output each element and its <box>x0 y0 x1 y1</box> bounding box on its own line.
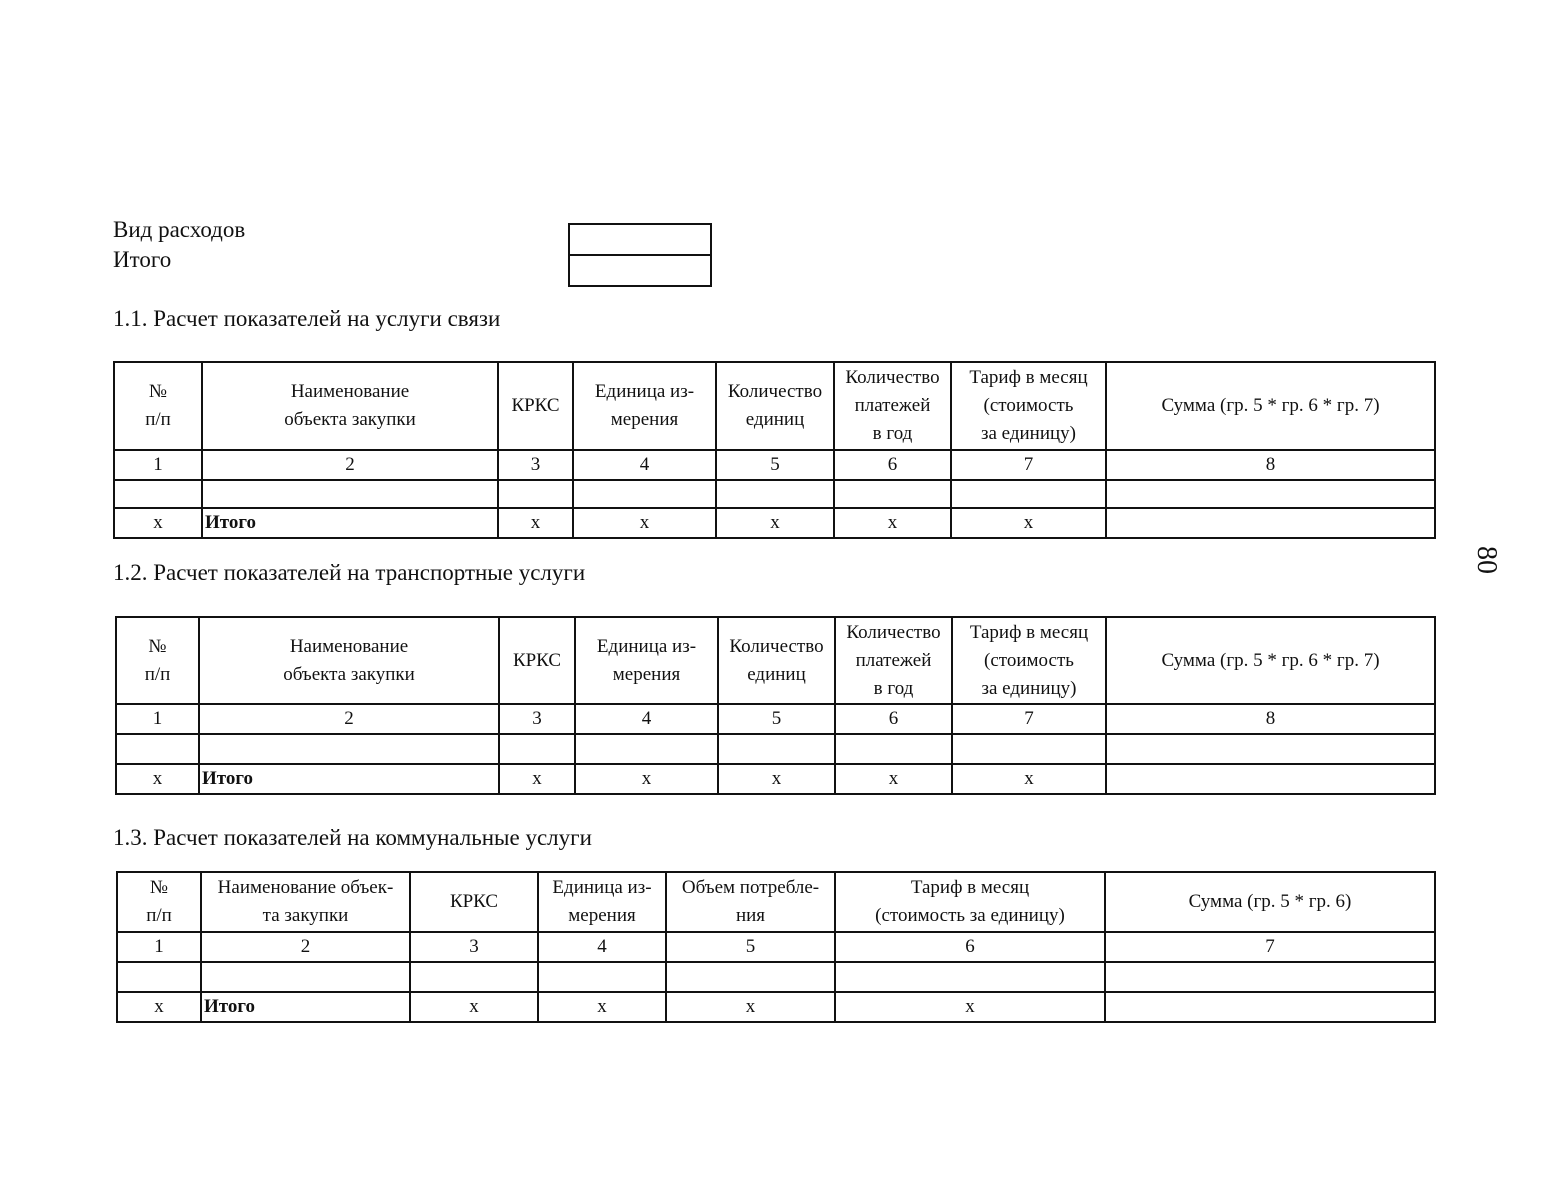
total-box <box>570 254 710 285</box>
header-cell: Наименование объек- та закупки <box>201 872 410 932</box>
header-cell: Количество единиц <box>716 362 834 450</box>
total-cell: x <box>718 764 835 794</box>
total-cell: x <box>835 764 952 794</box>
column-number-cell: 1 <box>117 932 201 962</box>
total-cell: x <box>716 508 834 538</box>
table-cell <box>835 962 1105 992</box>
table-communication <box>113 361 1436 539</box>
total-label: Итого <box>113 247 172 272</box>
table-cell <box>716 480 834 508</box>
total-cell: x <box>498 508 573 538</box>
table-cell <box>498 480 573 508</box>
header-cell: Тариф в месяц (стоимость за единицу) <box>835 872 1105 932</box>
table-cell <box>834 480 951 508</box>
total-cell: x <box>499 764 575 794</box>
column-number-cell: 4 <box>573 450 716 480</box>
column-number-cell: 3 <box>499 704 575 734</box>
section-title-utilities: 1.3. Расчет показателей на коммунальные услуги <box>113 825 592 850</box>
header-row <box>114 362 1435 450</box>
column-number-cell: 3 <box>410 932 538 962</box>
column-number-cell: 6 <box>835 932 1105 962</box>
column-number-cell: 6 <box>834 450 951 480</box>
header-cell: КРКС <box>410 872 538 932</box>
total-cell: x <box>834 508 951 538</box>
column-number-cell: 2 <box>201 932 410 962</box>
table-cell <box>1106 734 1435 764</box>
column-number-cell: 5 <box>716 450 834 480</box>
column-number-cell: 5 <box>718 704 835 734</box>
header-cell: Количество единиц <box>718 617 835 704</box>
header-cell: № п/п <box>117 872 201 932</box>
header-cell: Наименование объекта закупки <box>199 617 499 704</box>
table-cell <box>499 734 575 764</box>
table-cell <box>666 962 835 992</box>
column-number-cell: 7 <box>952 704 1106 734</box>
column-number-cell: 8 <box>1106 704 1435 734</box>
header-cell: Количество платежей в год <box>834 362 951 450</box>
table-cell <box>1105 962 1435 992</box>
header-value-boxes <box>568 223 712 287</box>
column-number-row <box>116 704 1435 734</box>
empty-row <box>116 734 1435 764</box>
column-number-cell: 1 <box>116 704 199 734</box>
column-number-row <box>117 932 1435 962</box>
header-cell: Количество платежей в год <box>835 617 952 704</box>
column-number-cell: 2 <box>199 704 499 734</box>
header-cell: № п/п <box>116 617 199 704</box>
total-row <box>114 508 1435 538</box>
total-cell: x <box>116 764 199 794</box>
header-cell: Сумма (гр. 5 * гр. 6 * гр. 7) <box>1106 362 1435 450</box>
table-cell <box>410 962 538 992</box>
header-row <box>117 872 1435 932</box>
total-label-cell: Итого <box>199 764 499 794</box>
empty-row <box>114 480 1435 508</box>
expense-type-box <box>570 225 710 254</box>
column-number-cell: 4 <box>575 704 718 734</box>
total-cell: x <box>575 764 718 794</box>
total-sum-cell <box>1106 508 1435 538</box>
table-cell <box>201 962 410 992</box>
table-transport <box>115 616 1436 795</box>
column-number-cell: 1 <box>114 450 202 480</box>
column-number-row <box>114 450 1435 480</box>
total-cell: x <box>666 992 835 1022</box>
table-cell <box>718 734 835 764</box>
header-cell: Тариф в месяц (стоимость за единицу) <box>952 617 1106 704</box>
header-cell: № п/п <box>114 362 202 450</box>
total-row <box>117 992 1435 1022</box>
table-cell <box>199 734 499 764</box>
table-cell <box>538 962 666 992</box>
table-cell <box>202 480 498 508</box>
total-label-cell: Итого <box>201 992 410 1022</box>
total-row <box>116 764 1435 794</box>
table-cell <box>116 734 199 764</box>
table-cell <box>117 962 201 992</box>
total-cell: x <box>538 992 666 1022</box>
table-cell <box>951 480 1106 508</box>
table-utilities <box>116 871 1436 1023</box>
empty-row <box>117 962 1435 992</box>
total-cell: x <box>410 992 538 1022</box>
column-number-cell: 5 <box>666 932 835 962</box>
header-row <box>116 617 1435 704</box>
header-cell: Сумма (гр. 5 * гр. 6) <box>1105 872 1435 932</box>
section-title-transport: 1.2. Расчет показателей на транспортные услуги <box>113 560 586 585</box>
total-cell: x <box>952 764 1106 794</box>
column-number-cell: 7 <box>1105 932 1435 962</box>
column-number-cell: 8 <box>1106 450 1435 480</box>
header-cell: Единица из- мерения <box>538 872 666 932</box>
total-cell: x <box>835 992 1105 1022</box>
total-sum-cell <box>1106 764 1435 794</box>
column-number-cell: 6 <box>835 704 952 734</box>
header-cell: Единица из- мерения <box>573 362 716 450</box>
total-sum-cell <box>1105 992 1435 1022</box>
page-number: 80 <box>1471 546 1502 574</box>
table-cell <box>835 734 952 764</box>
expense-type-label: Вид расходов <box>113 217 246 242</box>
total-label-cell: Итого <box>202 508 498 538</box>
header-cell: Единица из- мерения <box>575 617 718 704</box>
header-cell: Объем потребле- ния <box>666 872 835 932</box>
total-cell: x <box>114 508 202 538</box>
column-number-cell: 4 <box>538 932 666 962</box>
column-number-cell: 3 <box>498 450 573 480</box>
table-cell <box>575 734 718 764</box>
table-cell <box>952 734 1106 764</box>
column-number-cell: 7 <box>951 450 1106 480</box>
header-cell: КРКС <box>499 617 575 704</box>
total-cell: x <box>951 508 1106 538</box>
header-labels <box>113 215 245 275</box>
header-cell: Тариф в месяц (стоимость за единицу) <box>951 362 1106 450</box>
table-cell <box>114 480 202 508</box>
header-cell: КРКС <box>498 362 573 450</box>
total-cell: x <box>117 992 201 1022</box>
section-title-communication: 1.1. Расчет показателей на услуги связи <box>113 306 501 331</box>
column-number-cell: 2 <box>202 450 498 480</box>
total-cell: x <box>573 508 716 538</box>
header-cell: Наименование объекта закупки <box>202 362 498 450</box>
table-cell <box>573 480 716 508</box>
header-cell: Сумма (гр. 5 * гр. 6 * гр. 7) <box>1106 617 1435 704</box>
table-cell <box>1106 480 1435 508</box>
